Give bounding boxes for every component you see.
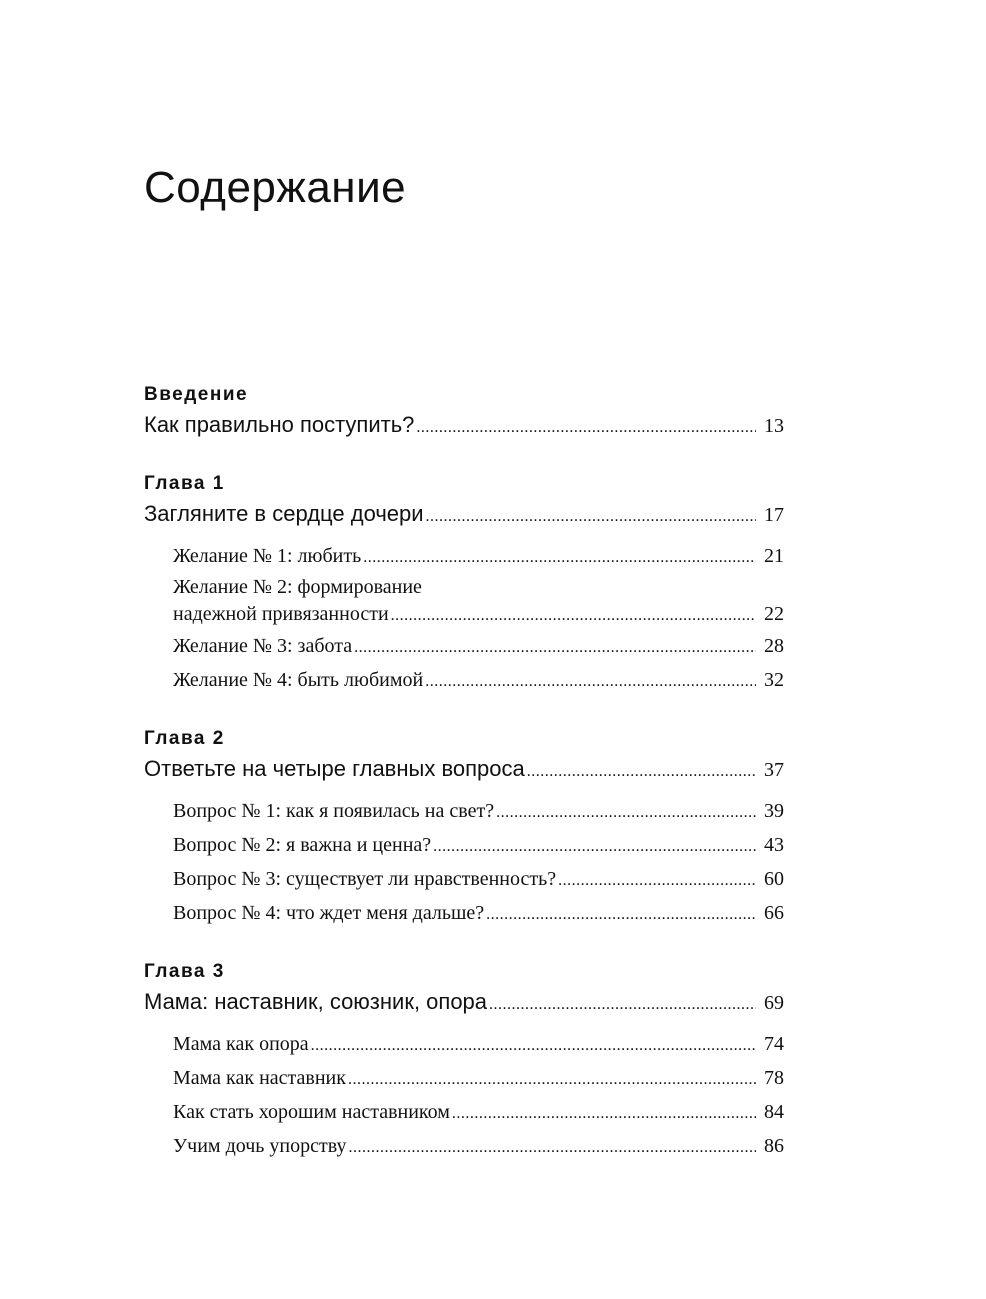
- toc-section-intro: [144, 380, 784, 443]
- toc-section-chapter-3: [144, 957, 784, 1164]
- dot-leader: [349, 1130, 757, 1164]
- dot-leader: [363, 540, 756, 574]
- toc-section-chapter-1: [144, 469, 784, 698]
- toc-entry[interactable]: [144, 863, 784, 897]
- page-number: 28: [764, 635, 784, 657]
- entry-title: Желание № 1: любить: [173, 545, 362, 567]
- toc-entry-two-line[interactable]: [144, 574, 784, 630]
- page-number: 21: [764, 545, 784, 567]
- entry-title: Желание № 3: забота: [173, 635, 353, 657]
- section-label: Глава 2: [144, 728, 225, 749]
- page-title: Содержание: [144, 163, 407, 212]
- toc-entry-main[interactable]: [144, 754, 784, 787]
- toc-entry[interactable]: [144, 829, 784, 863]
- page-number: 39: [764, 800, 784, 822]
- toc-entry-main[interactable]: [144, 987, 784, 1020]
- entry-title: Как стать хорошим наставником: [173, 1101, 450, 1123]
- toc-entry[interactable]: [144, 1130, 784, 1164]
- page-number: 84: [764, 1101, 784, 1123]
- entry-title: Вопрос № 3: существует ли нравственность?: [173, 868, 557, 890]
- section-label: Глава 3: [144, 961, 225, 982]
- toc-entry[interactable]: [144, 1062, 784, 1096]
- toc-entry[interactable]: [144, 795, 784, 829]
- toc-entry[interactable]: [144, 1028, 784, 1062]
- page-number: 13: [764, 415, 784, 437]
- toc-entry[interactable]: [144, 540, 784, 574]
- page-number: 37: [764, 759, 784, 781]
- dot-leader: [426, 499, 756, 532]
- dot-leader: [416, 410, 756, 443]
- dot-leader: [486, 897, 756, 931]
- dot-leader: [496, 795, 756, 829]
- entry-title: Мама как опора: [173, 1033, 309, 1055]
- section-label: Введение: [144, 384, 249, 405]
- entry-title: Вопрос № 1: как я появилась на свет?: [173, 800, 495, 822]
- page-number: 78: [764, 1067, 784, 1089]
- page-number: 22: [764, 603, 784, 625]
- section-label: Глава 1: [144, 473, 225, 494]
- toc-entry[interactable]: [144, 897, 784, 931]
- entry-title: Мама: наставник, союзник, опора: [144, 989, 488, 1014]
- entry-title: надежной привязанности: [173, 603, 389, 625]
- entry-title: Ответьте на четыре главных вопроса: [144, 756, 525, 781]
- toc-section-chapter-2: [144, 724, 784, 931]
- dot-leader: [425, 664, 756, 698]
- page-number: 60: [764, 868, 784, 890]
- entry-title-line-1: Желание № 2: формирование: [173, 576, 422, 598]
- dot-leader: [558, 863, 756, 897]
- entry-title: Желание № 4: быть любимой: [173, 669, 424, 691]
- dot-leader: [433, 829, 756, 863]
- entry-title: Учим дочь упорству: [173, 1135, 347, 1157]
- toc-entry-main[interactable]: [144, 499, 784, 532]
- entry-title: Вопрос № 2: я важна и ценна?: [173, 834, 432, 856]
- dot-leader: [354, 630, 756, 664]
- dot-leader: [391, 600, 756, 630]
- toc-entry: [144, 600, 784, 630]
- page-number: 66: [764, 902, 784, 924]
- entry-title: Мама как наставник: [173, 1067, 346, 1089]
- page-number: 86: [764, 1135, 784, 1157]
- page-number: 74: [764, 1033, 784, 1055]
- entry-title: Загляните в сердце дочери: [144, 501, 424, 526]
- page-number: 69: [764, 992, 784, 1014]
- dot-leader: [311, 1028, 756, 1062]
- page-number: 17: [764, 504, 784, 526]
- dot-leader: [489, 987, 756, 1020]
- toc-entry[interactable]: [144, 630, 784, 664]
- table-of-contents: [144, 380, 784, 1190]
- dot-leader: [452, 1096, 756, 1130]
- entry-title: Как правильно поступить?: [144, 412, 415, 437]
- toc-entry-main[interactable]: [144, 410, 784, 443]
- page-number: 32: [764, 669, 784, 691]
- dot-leader: [527, 754, 756, 787]
- toc-entry[interactable]: [144, 664, 784, 698]
- page-number: 43: [764, 834, 784, 856]
- dot-leader: [348, 1062, 756, 1096]
- entry-title: Вопрос № 4: что ждет меня дальше?: [173, 902, 485, 924]
- toc-entry[interactable]: [144, 1096, 784, 1130]
